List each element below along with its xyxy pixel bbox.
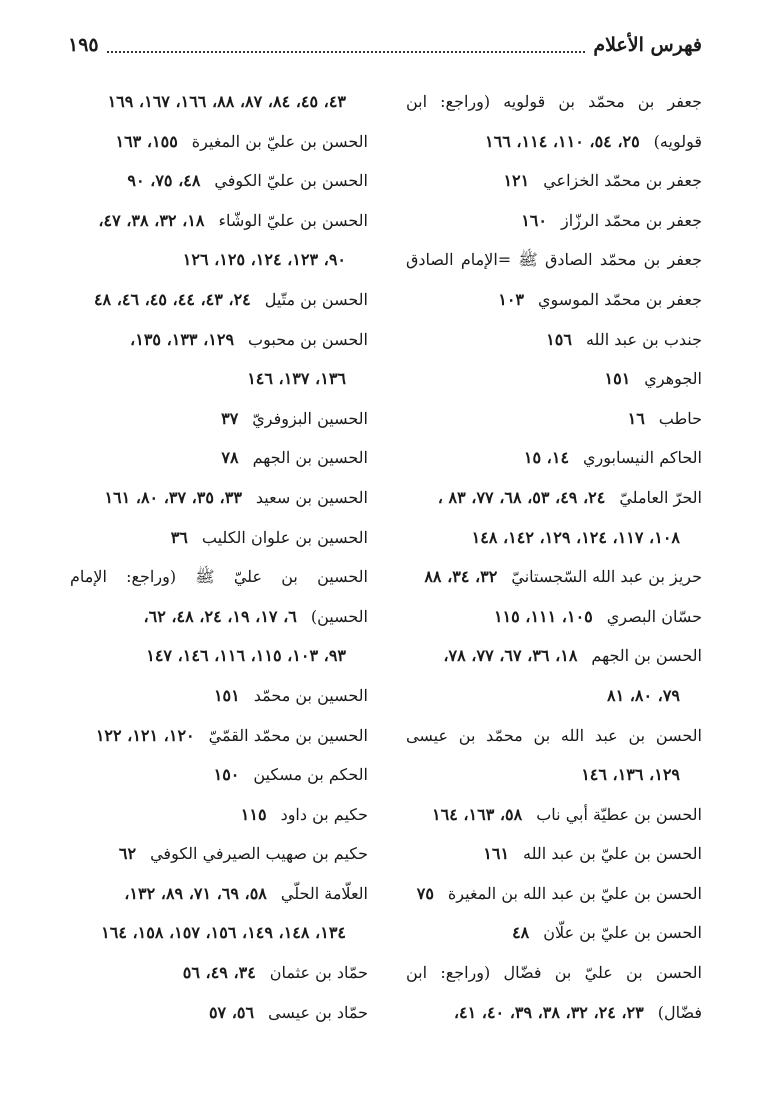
index-line xyxy=(70,597,368,637)
page-references: ١٨، ٣٢، ٣٨، ٤٧، xyxy=(98,210,205,230)
page-number: ١٩٥ xyxy=(68,34,99,56)
index-line xyxy=(406,478,702,518)
index-line xyxy=(70,676,368,716)
page-references: ١٥٦ xyxy=(546,329,572,349)
index-line xyxy=(70,518,368,558)
page-references: ٢٥، ٥٤، ١١٠، ١١٤، ١٦٦ xyxy=(485,131,640,151)
index-entry-name: جعفر بن محمّد بن قولويه (وراجع: ابن xyxy=(406,92,702,111)
index-entry-name: الحسين بن علوان الكليب xyxy=(201,527,368,547)
index-line xyxy=(406,240,702,280)
page-references: ٥٨، ٦٩، ٧١، ٨٩، ١٣٢، xyxy=(124,883,267,903)
index-line xyxy=(70,636,368,676)
page-references: ١٢٩، ١٣٦، ١٤٦ xyxy=(581,765,680,785)
page-references: ١٥٠ xyxy=(213,765,240,785)
index-entry-name: حكيم بن داود xyxy=(280,804,368,824)
index-entry-name: حسّان البصري xyxy=(606,606,702,626)
page-references: ١٥١ xyxy=(604,369,631,389)
page-references: ٩٣، ١٠٣، ١١٥، ١١٦، ١٤٦، ١٤٧ xyxy=(146,646,346,666)
index-entry-name: الحسين بن عليّ ﷺ (وراجع: الإمام xyxy=(70,567,368,587)
index-entry-name: فضّال) xyxy=(657,1002,702,1022)
index-line xyxy=(406,597,702,637)
page-references: ٢٤، ٤٣، ٤٤، ٤٥، ٤٦، ٤٨ xyxy=(93,289,251,309)
index-entry-name: الحكم بن مسكين xyxy=(253,765,368,785)
right-index-column xyxy=(406,82,702,1032)
index-line xyxy=(406,359,702,399)
index-entry-name: حريز بن عبد الله السّجستانيّ xyxy=(511,567,702,587)
index-line xyxy=(406,201,702,241)
page-references: ٥٨، ١٦٣، ١٦٤ xyxy=(432,804,523,824)
left-index-column xyxy=(70,82,368,1032)
page-references: ١٢١ xyxy=(503,171,530,191)
page-references: ٤٨، ٧٥، ٩٠ xyxy=(127,171,201,191)
index-line xyxy=(70,122,368,162)
index-line xyxy=(406,913,702,953)
index-line xyxy=(406,122,702,162)
index-line xyxy=(70,795,368,835)
index-entry-name: الحسين) xyxy=(310,606,368,626)
page-references: ١٠٣ xyxy=(498,289,524,309)
page-header xyxy=(68,30,702,60)
page-references: ٣٣، ٣٥، ٣٧، ٨٠، ١٦١ xyxy=(104,487,242,507)
index-entry-name: الحسن بن عليّ بن علّان xyxy=(543,923,702,943)
index-line xyxy=(406,834,702,874)
index-line xyxy=(70,834,368,874)
index-entry-name: الحسن بن عبد الله بن محمّد بن عيسى xyxy=(406,725,702,745)
index-line xyxy=(70,438,368,478)
page-references: ٩٠، ١٢٣، ١٢٤، ١٢٥، ١٢٦ xyxy=(182,250,346,270)
index-entry-name: الحسين بن سعيد xyxy=(255,487,368,507)
index-line xyxy=(406,399,702,439)
index-line xyxy=(70,201,368,241)
index-entry-name: الحسن بن متّيل xyxy=(264,289,368,309)
index-entry-name: الحسن بن الجهم xyxy=(591,646,702,666)
index-entry-name: الحسين البزوفريّ xyxy=(252,408,368,428)
index-line xyxy=(406,161,702,201)
index-line xyxy=(406,280,702,320)
page-references: ١٨، ٣٦، ٦٧، ٧٧، ٧٨، xyxy=(443,646,578,666)
page-references: ٧٩، ٨٠، ٨١ xyxy=(606,685,680,705)
index-entry-name: حمّاد بن عثمان xyxy=(269,963,368,983)
index-line xyxy=(406,518,702,558)
index-line xyxy=(406,716,702,756)
page-references: ١٠٨، ١١٧، ١٢٤، ١٢٩، ١٤٢، ١٤٨ xyxy=(471,527,680,547)
index-entry-name: الحسين بن محمّد القمّيّ xyxy=(208,725,368,745)
page-references: ٦٢ xyxy=(118,844,137,864)
index-entry-name: جعفر بن محمّد الخزاعي xyxy=(543,171,702,191)
index-entry-name: الحاكم النيسابوري xyxy=(583,448,702,468)
index-line xyxy=(406,993,702,1033)
index-entry-name: جعفر بن محمّد الرزّاز xyxy=(560,210,702,230)
index-entry-name: حكيم بن صهيب الصيرفي الكوفي xyxy=(150,844,368,864)
index-line xyxy=(70,716,368,756)
index-line xyxy=(70,320,368,360)
index-line xyxy=(406,755,702,795)
page-references: ٤٣، ٤٥، ٨٤، ٨٧، ٨٨، ١٦٦، ١٦٧، ١٦٩ xyxy=(107,92,346,111)
index-entry-name: الحسن بن عليّ بن فضّال (وراجع: ابن xyxy=(406,963,702,983)
index-entry-name: الحسن بن عليّ بن عبد الله بن المغيرة xyxy=(447,883,702,903)
index-entry-name: جعفر بن محمّد الصادق ﷺ =الإمام الصادق xyxy=(406,250,702,270)
page-references: ١٦٠ xyxy=(521,210,547,230)
page-references: ٧٥ xyxy=(416,883,434,903)
page-references: ١٣٦، ١٣٧، ١٤٦ xyxy=(247,369,346,389)
page-references: ٤٨ xyxy=(512,923,530,943)
index-entry-name: جندب بن عبد الله xyxy=(585,329,702,349)
page-references: ١٠٥، ١١١، ١١٥ xyxy=(493,606,593,626)
index-entry-name: الحسين بن محمّد xyxy=(253,685,368,705)
page-references: ١٢٠، ١٢١، ١٢٢ xyxy=(95,725,195,745)
index-line xyxy=(70,755,368,795)
index-line xyxy=(406,438,702,478)
index-line xyxy=(70,874,368,914)
index-line xyxy=(70,557,368,597)
index-line xyxy=(70,399,368,439)
page-references: ١٢٩، ١٣٣، ١٣٥، xyxy=(130,329,235,349)
index-line xyxy=(406,557,702,597)
header-dotted-leader xyxy=(107,37,586,53)
page-references: ١٥١ xyxy=(213,685,240,705)
index-line xyxy=(406,636,702,676)
index-line xyxy=(70,240,368,280)
page-references: ٢٣، ٢٤، ٣٢، ٣٨، ٣٩، ٤٠، ٤١، xyxy=(453,1002,644,1022)
index-entry-name: الحسن بن عليّ بن المغيرة xyxy=(191,131,368,151)
page-references: ٣٤، ٤٩، ٥٦ xyxy=(182,963,256,983)
index-line xyxy=(70,359,368,399)
page-references: ١٦ xyxy=(627,408,645,428)
index-line xyxy=(406,320,702,360)
index-entry-name: حاطب xyxy=(658,408,702,428)
index-entry-name: الحسن بن عليّ بن عبد الله xyxy=(523,844,702,864)
index-line xyxy=(70,478,368,518)
index-line xyxy=(70,993,368,1033)
page-references: ١١٥ xyxy=(240,804,267,824)
page-references: ٣٧ xyxy=(221,408,239,428)
index-entry-name: قولويه) xyxy=(653,131,702,151)
page-references: ١٣٤، ١٤٨، ١٤٩، ١٥٦، ١٥٧، ١٥٨، ١٦٤ xyxy=(101,923,346,943)
index-entry-name: الحسن بن عليّ الكوفي xyxy=(214,171,368,191)
index-line xyxy=(406,795,702,835)
index-entry-name: الحرّ العامليّ xyxy=(619,487,702,507)
page-references: ٢٤، ٤٩، ٥٣، ٦٨، ٧٧، ٨٣ ، xyxy=(437,487,606,507)
index-line xyxy=(70,161,368,201)
page-references: ٣٢، ٣٤، ٨٨ xyxy=(424,567,498,587)
index-entry-name: الحسن بن عطيّة أبي ناب xyxy=(536,804,702,824)
index-line xyxy=(406,676,702,716)
page-references: ٥٦، ٥٧ xyxy=(208,1002,255,1022)
page-references: ٧٨ xyxy=(221,448,239,468)
index-title: فهرس الأعلام xyxy=(593,34,702,56)
index-entry-name: الجوهري xyxy=(644,369,702,389)
index-entry-name: حمّاد بن عيسى xyxy=(268,1002,368,1022)
index-entry-name: العلّامة الحلّي xyxy=(280,883,368,903)
index-line xyxy=(70,82,368,122)
index-line xyxy=(406,82,702,122)
index-line xyxy=(406,874,702,914)
index-entry-name: الحسين بن الجهم xyxy=(252,448,368,468)
page-references: ١٦١ xyxy=(483,844,510,864)
page-references: ١٥٥، ١٦٣ xyxy=(115,131,178,151)
page-references: ١٤، ١٥ xyxy=(523,448,570,468)
index-entry-name: الحسن بن عليّ الوشّاء xyxy=(218,210,368,230)
index-line xyxy=(70,280,368,320)
page-references: ٣٦ xyxy=(170,527,188,547)
page-references: ٦، ١٧، ١٩، ٢٤، ٤٨، ٦٢، xyxy=(143,606,297,626)
index-line xyxy=(70,913,368,953)
index-line xyxy=(406,953,702,993)
index-line xyxy=(70,953,368,993)
index-entry-name: جعفر بن محمّد الموسوي xyxy=(538,289,702,309)
index-entry-name: الحسن بن محبوب xyxy=(248,329,368,349)
